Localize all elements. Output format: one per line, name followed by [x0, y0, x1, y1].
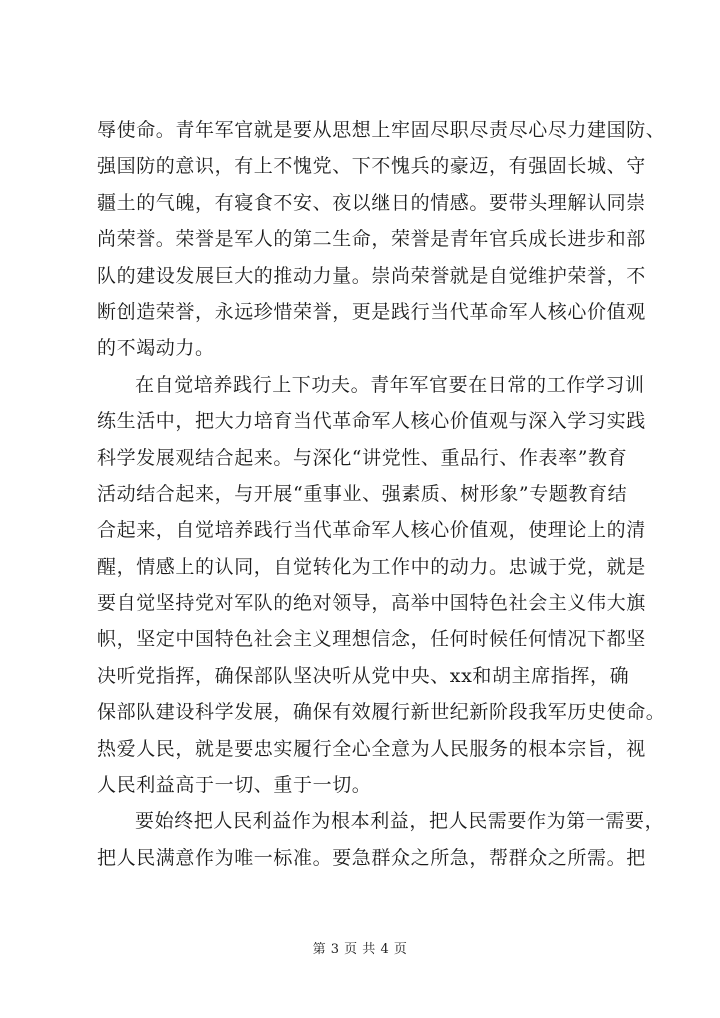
text-line: 断创造荣誉，永远珍惜荣誉，更是践行当代革命军人核心价值观 — [97, 300, 646, 323]
text-line: 强国防的意识，有上不愧党、下不愧兵的豪迈，有强固长城、守 — [97, 155, 646, 178]
text-line: 练生活中，把大力培育当代革命军人核心价值观与深入学习实践 — [97, 410, 646, 433]
text-line: 醒，情感上的认同，自觉转化为工作中的动力。忠诚于党，就是 — [97, 555, 646, 578]
text-line: 科学发展观结合起来。与深化“讲党性、重品行、作表率”教育 — [97, 446, 628, 469]
text-line: 帜，坚定中国特色社会主义理想信念，任何时候任何情况下都坚 — [97, 628, 646, 651]
text-line: 疆土的气魄，有寝食不安、夜以继日的情感。要带头理解认同崇 — [97, 191, 646, 214]
text-line: 人民利益高于一切、重于一切。 — [97, 774, 372, 797]
text-line: 合起来，自觉培养践行当代革命军人核心价值观，使理论上的清 — [97, 519, 646, 542]
text-line: 辱使命。青年军官就是要从思想上牢固尽职尽责尽心尽力建国防、 — [97, 119, 666, 141]
body-text — [97, 112, 666, 876]
text-line: 活动结合起来，与开展“重事业、强素质、树形象”专题教育结 — [97, 482, 628, 505]
page-footer: 第 3 页 共 4 页 — [312, 942, 408, 957]
text-line: 热爱人民，就是要忠实履行全心全意为人民服务的根本宗旨，视 — [97, 737, 646, 760]
paragraph-start-line: 要始终把人民利益作为根本利益，把人民需要作为第一需要， — [135, 810, 665, 833]
text-line: 保部队建设科学发展，确保有效履行新世纪新阶段我军历史使命。 — [97, 701, 666, 724]
text-line: 决听党指挥，确保部队坚决听从党中央、xx和胡主席指挥，确 — [97, 664, 630, 687]
paragraph-start-line: 在自觉培养践行上下功夫。青年军官要在日常的工作学习训 — [135, 373, 645, 396]
text-line: 尚荣誉。荣誉是军人的第二生命，荣誉是青年官兵成长进步和部 — [97, 228, 646, 251]
text-line: 的不竭动力。 — [97, 337, 215, 360]
text-line: 把人民满意作为唯一标准。要急群众之所急，帮群众之所需。把 — [97, 846, 646, 869]
text-line: 队的建设发展巨大的推动力量。崇尚荣誉就是自觉维护荣誉，不 — [97, 264, 646, 287]
text-line: 要自觉坚持党对军队的绝对领导，高举中国特色社会主义伟大旗 — [97, 592, 646, 615]
